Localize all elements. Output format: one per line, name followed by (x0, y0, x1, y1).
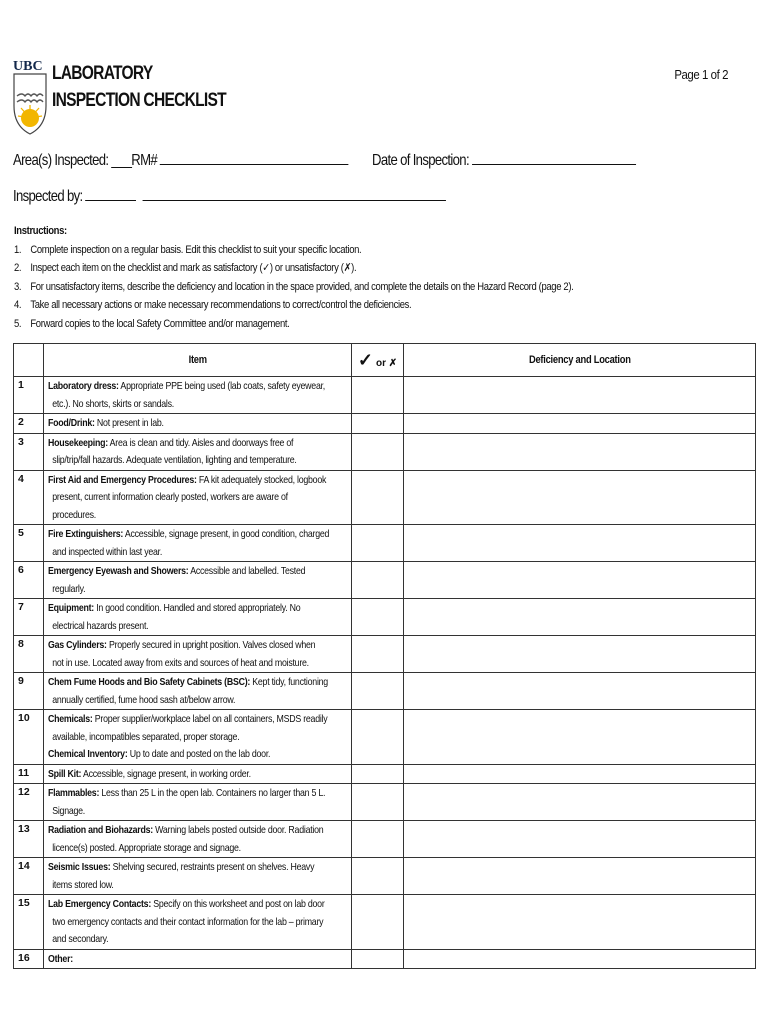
instruction-item (14, 278, 668, 297)
item-text: two emergency contacts and their contact information for the lab – primary (52, 915, 324, 928)
table-row (14, 636, 756, 673)
table-row (14, 525, 756, 562)
instruction-item (14, 296, 668, 315)
row-item (44, 710, 352, 765)
title-line-1: LABORATORY (52, 63, 153, 84)
check-cell[interactable] (352, 710, 404, 765)
check-cell[interactable] (352, 377, 404, 414)
date-input-line[interactable] (472, 150, 636, 165)
check-cell[interactable] (352, 470, 404, 525)
item-text: regularly. (52, 582, 86, 595)
table-row (14, 673, 756, 710)
table-row (14, 562, 756, 599)
deficiency-cell[interactable] (404, 414, 756, 434)
row-item (44, 599, 352, 636)
instruction-number: 2. (14, 262, 22, 274)
instruction-item (14, 241, 668, 260)
deficiency-cell[interactable] (404, 821, 756, 858)
item-text: etc.). No shorts, skirts or sandals. (52, 397, 175, 410)
row-number: 9 (14, 673, 44, 710)
instruction-number: 4. (14, 299, 22, 311)
row-item (44, 525, 352, 562)
check-cell[interactable] (352, 949, 404, 969)
instruction-item (14, 315, 668, 334)
item-label: Equipment: (48, 602, 94, 614)
item-text: Proper supplier/workplace label on all containers, MSDS readily (94, 713, 328, 725)
instruction-number: 1. (14, 243, 22, 256)
item-label: Flammables: (48, 787, 100, 799)
item-text: Properly secured in upright position. Valves closed when (108, 639, 316, 651)
header-check (352, 344, 404, 377)
title-line-2: INSPECTION CHECKLIST (52, 90, 226, 111)
check-cell[interactable] (352, 764, 404, 784)
row-number: 11 (14, 764, 44, 784)
item-text: procedures. (52, 508, 97, 521)
check-cell[interactable] (352, 414, 404, 434)
row-number: 8 (14, 636, 44, 673)
check-cell[interactable] (352, 673, 404, 710)
instruction-text: Forward copies to the local Safety Committee and/or management. (30, 317, 290, 330)
row-number: 12 (14, 784, 44, 821)
row-number: 10 (14, 710, 44, 765)
item-label: Seismic Issues: (48, 861, 111, 873)
deficiency-cell[interactable] (404, 949, 756, 969)
item-label: Fire Extinguishers: (48, 528, 124, 540)
row-item (44, 414, 352, 434)
row-item (44, 433, 352, 470)
deficiency-cell[interactable] (404, 599, 756, 636)
header-deficiency: Deficiency and Location (404, 344, 756, 377)
check-cell[interactable] (352, 525, 404, 562)
check-cell[interactable] (352, 599, 404, 636)
row-item (44, 821, 352, 858)
row-number: 2 (14, 414, 44, 434)
table-row (14, 377, 756, 414)
row-item (44, 562, 352, 599)
item-text: not in use. Located away from exits and sources of heat and moisture. (52, 656, 309, 669)
table-header-row (14, 344, 756, 377)
item-text: Signage. (52, 804, 86, 817)
area-label: Area(s) Inspected: ___RM# (13, 152, 158, 169)
item-text: Accessible, signage present, in working order. (82, 767, 251, 780)
item-label: Chemicals: (48, 713, 93, 725)
inspector-label: Inspected by: (13, 188, 83, 205)
item-label: Spill Kit: (48, 767, 82, 780)
item-text: In good condition. Handled and stored appropriately. No (96, 602, 301, 614)
row-number: 4 (14, 470, 44, 525)
instructions (14, 222, 668, 333)
instruction-text: Take all necessary actions or make necessary recommendations to correct/control the deficiencies. (30, 299, 412, 311)
ubc-logo (12, 56, 48, 136)
date-field (372, 150, 636, 170)
inspector-input-line-1[interactable] (86, 186, 137, 201)
row-number: 16 (14, 949, 44, 969)
item-label: Gas Cylinders: (48, 639, 107, 651)
item-text: slip/trip/fall hazards. Adequate ventilation, lighting and temperature. (52, 454, 297, 466)
instruction-number: 5. (14, 317, 22, 330)
item-label: Lab Emergency Contacts: (48, 898, 152, 910)
row-item (44, 764, 352, 784)
item-text: Area is clean and tidy. Aisles and doorways free of (109, 436, 294, 449)
table-row (14, 710, 756, 765)
table-row (14, 433, 756, 470)
row-number: 5 (14, 525, 44, 562)
instruction-item (14, 259, 668, 278)
item-text: Appropriate PPE being used (lab coats, safety eyewear, (120, 380, 326, 392)
check-cell[interactable] (352, 895, 404, 950)
instructions-heading: Instructions: (14, 225, 67, 237)
item-text: and inspected within last year. (52, 545, 163, 558)
row-item (44, 858, 352, 895)
row-item (44, 895, 352, 950)
instruction-text: For unsatisfactory items, describe the deficiency and location in the space provided, and complete the details on the Hazard Record (page 2). (30, 280, 574, 293)
row-number: 13 (14, 821, 44, 858)
area-input-line[interactable] (160, 150, 349, 165)
deficiency-cell[interactable] (404, 377, 756, 414)
check-cell[interactable] (352, 858, 404, 895)
instruction-text: Inspect each item on the checklist and mark as satisfactory (✓) or unsatisfactory (✗). (30, 262, 357, 274)
item-text: present, current information clearly posted, workers are aware of (52, 491, 288, 503)
area-field (13, 150, 349, 170)
date-label: Date of Inspection: (372, 152, 469, 169)
item-label: Radiation and Biohazards: (48, 824, 153, 836)
row-number: 14 (14, 858, 44, 895)
header-item: Item (44, 344, 352, 377)
table-row (14, 821, 756, 858)
table-row (14, 858, 756, 895)
item-text: Warning labels posted outside door. Radiation (155, 824, 324, 836)
item-text: Less than 25 L in the open lab. Containers no larger than 5 L. (101, 787, 326, 799)
inspector-input-line-2[interactable] (143, 186, 446, 201)
table-row (14, 949, 756, 969)
instruction-number: 3. (14, 280, 22, 293)
or-x-label: or ✗ (375, 357, 398, 369)
item-text: Accessible and labelled. Tested (190, 565, 306, 577)
item-text: Up to date and posted on the lab door. (129, 748, 271, 760)
row-item (44, 377, 352, 414)
deficiency-cell[interactable] (404, 562, 756, 599)
deficiency-cell[interactable] (404, 673, 756, 710)
table-row (14, 895, 756, 950)
deficiency-cell[interactable] (404, 784, 756, 821)
row-number: 1 (14, 377, 44, 414)
row-number: 15 (14, 895, 44, 950)
document-title (52, 60, 226, 114)
row-number: 6 (14, 562, 44, 599)
table-row (14, 470, 756, 525)
check-cell[interactable] (352, 433, 404, 470)
deficiency-cell[interactable] (404, 433, 756, 470)
item-label: Laboratory dress: (48, 380, 119, 392)
row-item (44, 949, 352, 969)
page-number: Page 1 of 2 (674, 67, 728, 82)
table-row (14, 414, 756, 434)
check-cell[interactable] (352, 562, 404, 599)
inspector-field (13, 186, 446, 206)
item-label: Chemical Inventory: (48, 748, 128, 760)
deficiency-cell[interactable] (404, 764, 756, 784)
item-text: licence(s) posted. Appropriate storage and signage. (52, 841, 241, 854)
item-text: FA kit adequately stocked, logbook (198, 473, 327, 486)
header-number-cell (14, 344, 44, 377)
table-row (14, 784, 756, 821)
row-item (44, 673, 352, 710)
item-label: Other: (48, 952, 73, 965)
item-text: items stored low. (52, 878, 114, 891)
item-label: Emergency Eyewash and Showers: (48, 565, 189, 577)
check-cell[interactable] (352, 636, 404, 673)
item-label: Food/Drink: (48, 417, 95, 429)
logo-text: UBC (13, 59, 43, 74)
item-text: Accessible, signage present, in good condition, charged (124, 528, 330, 540)
item-text: Kept tidy, functioning (252, 676, 328, 688)
item-text: Not present in lab. (96, 417, 164, 429)
deficiency-cell[interactable] (404, 636, 756, 673)
row-item (44, 470, 352, 525)
item-label: Housekeeping: (48, 436, 108, 449)
checkmark-icon: ✓ (357, 349, 373, 370)
item-text: annually certified, fume hood sash at/below arrow. (52, 693, 236, 706)
deficiency-cell[interactable] (404, 895, 756, 950)
item-text: Shelving secured, restraints present on shelves. Heavy (112, 861, 315, 873)
check-cell[interactable] (352, 821, 404, 858)
check-cell[interactable] (352, 784, 404, 821)
row-item (44, 636, 352, 673)
item-text: and secondary. (52, 933, 109, 945)
row-number: 3 (14, 433, 44, 470)
deficiency-cell[interactable] (404, 858, 756, 895)
item-text: Specify on this worksheet and post on lab door (153, 898, 325, 910)
row-number: 7 (14, 599, 44, 636)
item-label: Chem Fume Hoods and Bio Safety Cabinets (BSC): (48, 676, 251, 688)
deficiency-cell[interactable] (404, 710, 756, 765)
deficiency-cell[interactable] (404, 470, 756, 525)
table-row (14, 764, 756, 784)
inspection-checklist-table (13, 343, 756, 969)
table-row (14, 599, 756, 636)
row-item (44, 784, 352, 821)
item-label: First Aid and Emergency Procedures: (48, 473, 197, 486)
deficiency-cell[interactable] (404, 525, 756, 562)
item-text: electrical hazards present. (52, 619, 149, 632)
item-text: available, incompatibles separated, proper storage. (52, 730, 240, 743)
instruction-text: Complete inspection on a regular basis. Edit this checklist to suit your specific location. (30, 243, 362, 256)
